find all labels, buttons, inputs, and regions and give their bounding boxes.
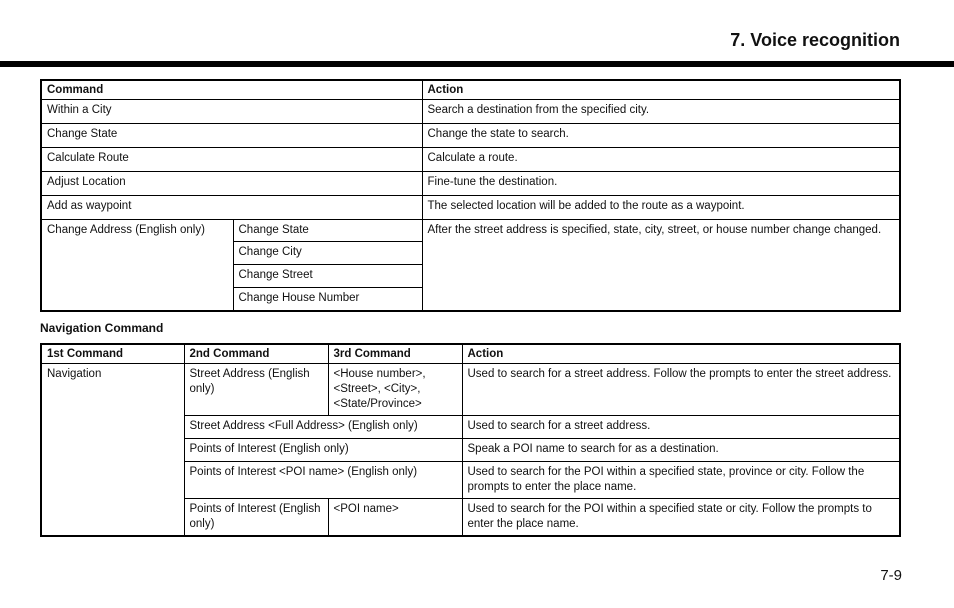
action-cell: Used to search for the POI within a specified state, province or city. Follow the prompts to enter the place name.	[462, 462, 900, 499]
command-table	[40, 79, 901, 312]
header-rule	[0, 61, 954, 67]
action-cell: Search a destination from the specified city.	[422, 100, 900, 124]
second-command-cell: Points of Interest (English only)	[184, 499, 328, 537]
command-cell: Adjust Location	[41, 172, 422, 196]
section-title: Navigation Command	[40, 321, 164, 335]
column-header-command: Command	[41, 80, 422, 100]
column-header-2nd-command: 2nd Command	[184, 344, 328, 364]
table-row	[41, 148, 900, 172]
table-header-row	[41, 80, 900, 100]
second-command-cell: Street Address (English only)	[184, 364, 328, 416]
table-row	[41, 100, 900, 124]
table-row	[41, 220, 900, 242]
second-command-cell: Points of Interest (English only)	[184, 439, 462, 462]
column-header-1st-command: 1st Command	[41, 344, 184, 364]
action-cell: Calculate a route.	[422, 148, 900, 172]
command-cell: Within a City	[41, 100, 422, 124]
table-row	[41, 196, 900, 220]
column-header-action: Action	[422, 80, 900, 100]
table-row	[41, 124, 900, 148]
action-cell: Used to search for a street address. Follow the prompts to enter the street address.	[462, 364, 900, 416]
subcommand-cell: Change State	[233, 220, 422, 242]
third-command-cell: <POI name>	[328, 499, 462, 537]
action-cell: Used to search for the POI within a specified state or city. Follow the prompts to enter the place name.	[462, 499, 900, 537]
second-command-cell: Points of Interest <POI name> (English only)	[184, 462, 462, 499]
navigation-command-table	[40, 343, 901, 537]
column-header-3rd-command: 3rd Command	[328, 344, 462, 364]
subcommand-cell: Change House Number	[233, 288, 422, 311]
column-header-action: Action	[462, 344, 900, 364]
subcommand-cell: Change City	[233, 242, 422, 265]
action-cell: Used to search for a street address.	[462, 416, 900, 439]
page-title: 7. Voice recognition	[730, 30, 900, 50]
table-header-row	[41, 344, 900, 364]
command-cell: Change State	[41, 124, 422, 148]
action-cell: Fine-tune the destination.	[422, 172, 900, 196]
action-cell: Speak a POI name to search for as a destination.	[462, 439, 900, 462]
page-number: 7-9	[880, 567, 902, 584]
table-row	[41, 364, 900, 416]
command-cell: Add as waypoint	[41, 196, 422, 220]
first-command-cell: Navigation	[41, 364, 184, 537]
action-cell: The selected location will be added to the route as a waypoint.	[422, 196, 900, 220]
action-cell: After the street address is specified, state, city, street, or house number change changed.	[422, 220, 900, 311]
table-row	[41, 172, 900, 196]
command-cell: Calculate Route	[41, 148, 422, 172]
second-command-cell: Street Address <Full Address> (English only)	[184, 416, 462, 439]
third-command-cell: <House number>, <Street>, <City>, <State/Province>	[328, 364, 462, 416]
command-cell: Change Address (English only)	[41, 220, 233, 311]
action-cell: Change the state to search.	[422, 124, 900, 148]
subcommand-cell: Change Street	[233, 265, 422, 288]
